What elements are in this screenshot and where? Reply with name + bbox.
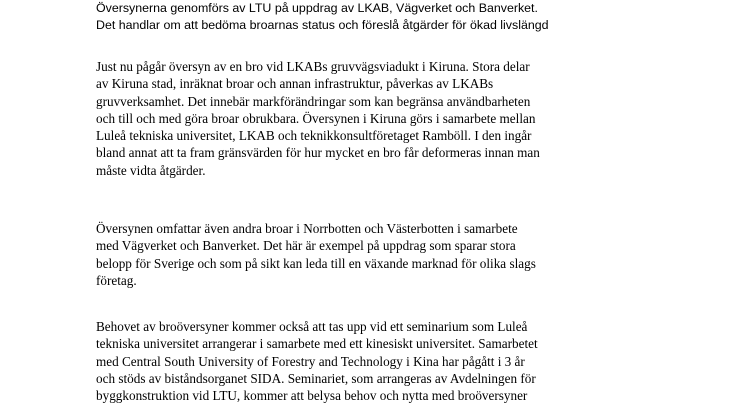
text-line: med Central South University of Forestry and Technology i Kina har pågått i 3 år	[96, 353, 525, 369]
text-line: företag.	[96, 272, 137, 288]
lead-paragraph	[96, 0, 736, 34]
text-line: med Vägverket och Banverket. Det här är exempel på uppdrag som sparar stora	[96, 238, 516, 254]
text-line: Luleå tekniska universitet, LKAB och teknikkonsultföretaget Ramböll. I den ingår	[96, 128, 532, 144]
text-line: måste vidta åtgärder.	[96, 162, 206, 178]
text-line: bland annat att ta fram gränsvärden för hur mycket en bro får deformeras innan man	[96, 145, 540, 161]
text-line: och stöds av biståndsorganet SIDA. Seminariet, som arrangeras av Avdelningen för	[96, 370, 536, 386]
text-line: tekniska universitet arrangerar i samarbete med ett kinesiskt universitet. Samarbetet	[96, 336, 538, 352]
lead-line: Det handlar om att bedöma broarnas status och föreslå åtgärder för ökad livslängd	[96, 18, 549, 32]
text-line: Behovet av broöversyner kommer också att tas upp vid ett seminarium som Luleå	[96, 319, 528, 334]
text-line: Just nu pågår översyn av en bro vid LKABs gruvvägsviadukt i Kiruna. Stora delar	[96, 59, 530, 74]
text-line: av Kiruna stad, inräknat broar och annan infrastruktur, påverkas av LKABs	[96, 76, 494, 92]
text-line: byggkonstruktion vid LTU, kommer att belysa behov och nytta med broöversyner	[96, 388, 528, 404]
body-paragraph-1	[96, 58, 736, 179]
text-line: och till och med göra broar obrukbara. Översynen i Kiruna görs i samarbete mellan	[96, 110, 536, 126]
lead-line: Översynerna genomförs av LTU på uppdrag av LKAB, Vägverket och Banverket.	[96, 1, 538, 15]
text-line: gruvverksamhet. Det innebär markförändringar som kan begränsa användbarheten	[96, 93, 531, 109]
text-line: belopp för Sverige och som på sikt kan leda till en växande marknad för olika slags	[96, 255, 536, 271]
body-paragraph-2	[96, 220, 736, 289]
text-line: Översynen omfattar även andra broar i Norrbotten och Västerbotten i samarbete	[96, 221, 518, 236]
body-paragraph-3	[96, 318, 736, 404]
